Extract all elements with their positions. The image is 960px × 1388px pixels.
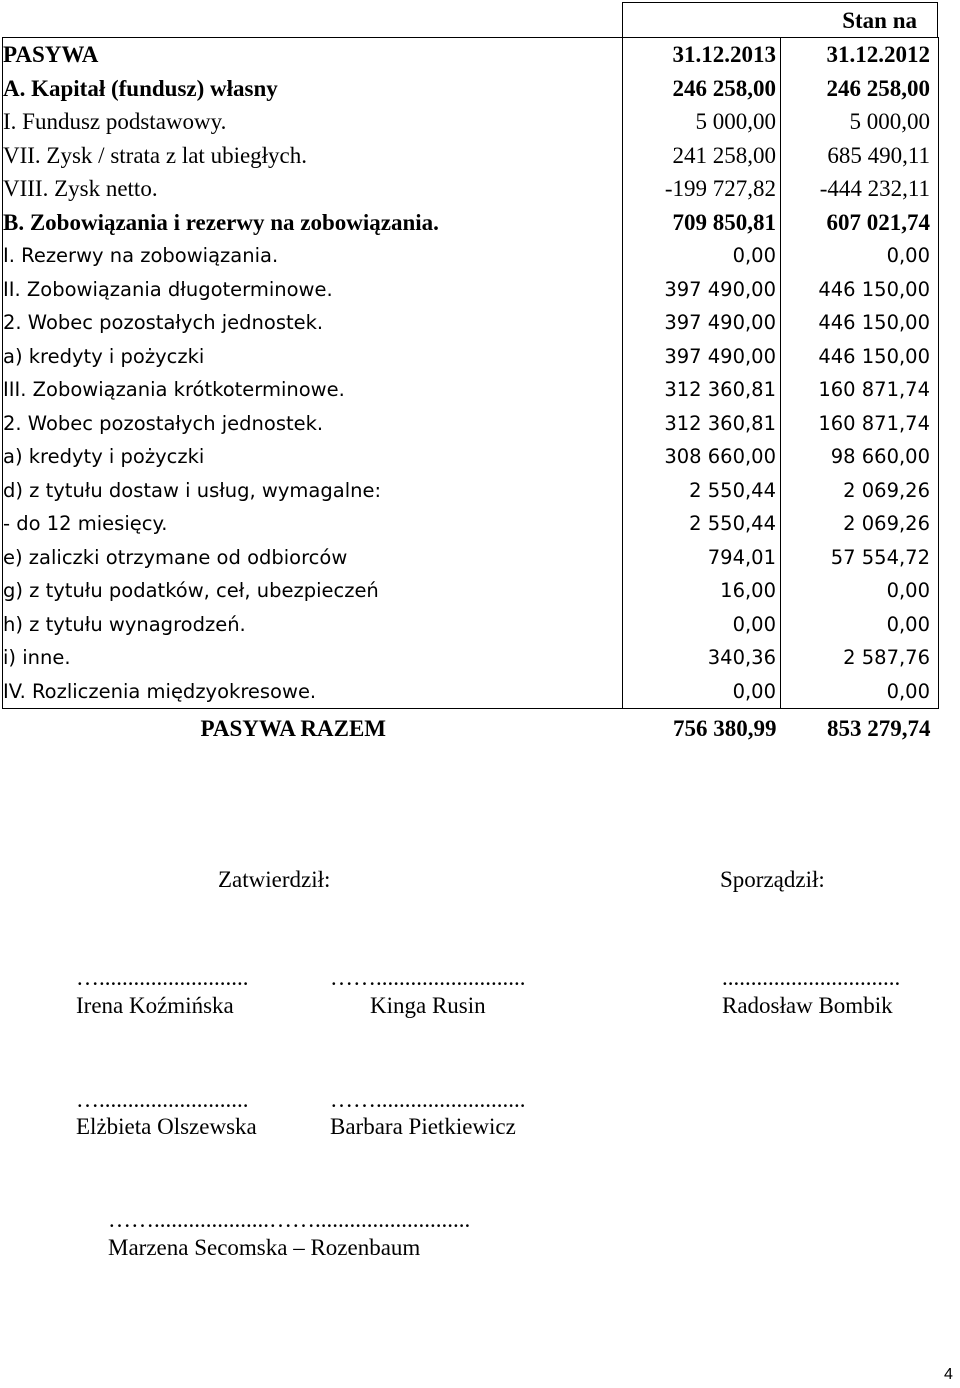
- row-value-2012: 446 150,00: [781, 306, 939, 340]
- row-label: I. Rezerwy na zobowiązania.: [3, 239, 623, 273]
- table-row: [3, 239, 939, 273]
- date-col-2: 31.12.2012: [781, 38, 939, 72]
- row-label: 2. Wobec pozostałych jednostek.: [3, 306, 623, 340]
- table-row: [3, 172, 939, 206]
- table-row: [3, 340, 939, 374]
- row-value-2013: 16,00: [623, 574, 781, 608]
- row-label: d) z tytułu dostaw i usług, wymagalne:: [3, 474, 623, 508]
- row-label: II. Zobowiązania długoterminowe.: [3, 273, 623, 307]
- row-value-2012: 607 021,74: [781, 206, 939, 240]
- header-row: [3, 38, 939, 72]
- stan-na-header: [622, 2, 938, 38]
- row-label: III. Zobowiązania krótkoterminowe.: [3, 373, 623, 407]
- total-label: PASYWA RAZEM: [200, 715, 387, 741]
- table-row: [3, 72, 939, 106]
- table-row: [3, 574, 939, 608]
- row-label: g) z tytułu podatków, ceł, ubezpieczeń: [3, 574, 623, 608]
- row-value-2012: 2 069,26: [781, 507, 939, 541]
- row-label: I. Fundusz podstawowy.: [3, 105, 623, 139]
- table-title: PASYWA: [3, 38, 623, 72]
- row-value-2012: 98 660,00: [781, 440, 939, 474]
- table-row: [3, 206, 939, 240]
- total-row: [3, 709, 939, 748]
- row-value-2013: 0,00: [623, 239, 781, 273]
- row-value-2012: 57 554,72: [781, 541, 939, 575]
- row-value-2013: 709 850,81: [623, 206, 781, 240]
- row-value-2013: 2 550,44: [623, 474, 781, 508]
- table-row: [3, 306, 939, 340]
- row-value-2012: 446 150,00: [781, 273, 939, 307]
- signature-line: ...............................: [722, 965, 901, 990]
- liabilities-table: [2, 37, 939, 747]
- signature-line: …..........................: [76, 965, 249, 990]
- row-value-2013: 2 550,44: [623, 507, 781, 541]
- row-value-2012: 246 258,00: [781, 72, 939, 106]
- table-row: [3, 407, 939, 441]
- row-value-2012: -444 232,11: [781, 172, 939, 206]
- row-value-2013: 308 660,00: [623, 440, 781, 474]
- table-row: [3, 440, 939, 474]
- date-col-1: 31.12.2013: [623, 38, 781, 72]
- row-value-2012: 2 069,26: [781, 474, 939, 508]
- row-value-2013: 0,00: [623, 608, 781, 642]
- approved-label: Zatwierdził:: [218, 867, 331, 892]
- table-row: [3, 675, 939, 709]
- signature-line: ……..........................: [330, 965, 526, 990]
- row-value-2013: 246 258,00: [623, 72, 781, 106]
- row-label: h) z tytułu wynagrodzeń.: [3, 608, 623, 642]
- signatory-name: Irena Koźmińska: [76, 993, 234, 1018]
- row-label: 2. Wobec pozostałych jednostek.: [3, 407, 623, 441]
- signatory-name: Radosław Bombik: [722, 993, 893, 1018]
- table-row: [3, 273, 939, 307]
- row-label: i) inne.: [3, 641, 623, 675]
- row-value-2012: 0,00: [781, 239, 939, 273]
- row-label: a) kredyty i pożyczki: [3, 440, 623, 474]
- row-value-2013: 794,01: [623, 541, 781, 575]
- row-value-2013: 241 258,00: [623, 139, 781, 173]
- table-row: [3, 373, 939, 407]
- row-label: - do 12 miesięcy.: [3, 507, 623, 541]
- row-value-2013: 312 360,81: [623, 373, 781, 407]
- page-number: 4: [944, 1366, 953, 1383]
- table-row: [3, 139, 939, 173]
- row-value-2013: -199 727,82: [623, 172, 781, 206]
- signature-line: …..........................: [76, 1087, 249, 1112]
- stan-na-label: Stan na: [842, 8, 917, 33]
- table-row: [3, 641, 939, 675]
- row-value-2012: 2 587,76: [781, 641, 939, 675]
- row-value-2013: 397 490,00: [623, 273, 781, 307]
- row-value-2012: 5 000,00: [781, 105, 939, 139]
- row-label: A. Kapitał (fundusz) własny: [3, 72, 623, 106]
- row-label: IV. Rozliczenia międzyokresowe.: [3, 675, 623, 709]
- signature-line: ……..........................: [330, 1087, 526, 1112]
- row-value-2013: 397 490,00: [623, 306, 781, 340]
- table-row: [3, 541, 939, 575]
- prepared-label: Sporządził:: [720, 867, 825, 892]
- total-value-2013: 756 380,99: [673, 715, 777, 741]
- table-row: [3, 474, 939, 508]
- row-value-2013: 340,36: [623, 641, 781, 675]
- row-value-2013: 397 490,00: [623, 340, 781, 374]
- table-row: [3, 507, 939, 541]
- table-row: [3, 105, 939, 139]
- signatory-name: Elżbieta Olszewska: [76, 1114, 257, 1139]
- table-row: [3, 608, 939, 642]
- row-label: VII. Zysk / strata z lat ubiegłych.: [3, 139, 623, 173]
- row-value-2012: 160 871,74: [781, 407, 939, 441]
- row-value-2013: 0,00: [623, 675, 781, 709]
- row-value-2012: 0,00: [781, 574, 939, 608]
- row-label: B. Zobowiązania i rezerwy na zobowiązania.: [3, 206, 623, 240]
- signatory-name: Kinga Rusin: [370, 993, 486, 1018]
- signature-line: ……....................……...........................: [108, 1207, 471, 1232]
- row-label: e) zaliczki otrzymane od odbiorców: [3, 541, 623, 575]
- row-label: VIII. Zysk netto.: [3, 172, 623, 206]
- row-value-2012: 160 871,74: [781, 373, 939, 407]
- row-label: a) kredyty i pożyczki: [3, 340, 623, 374]
- row-value-2012: 446 150,00: [781, 340, 939, 374]
- row-value-2012: 0,00: [781, 608, 939, 642]
- signatory-name: Barbara Pietkiewicz: [330, 1114, 516, 1139]
- row-value-2013: 312 360,81: [623, 407, 781, 441]
- row-value-2013: 5 000,00: [623, 105, 781, 139]
- signatory-name: Marzena Secomska – Rozenbaum: [108, 1235, 421, 1260]
- row-value-2012: 0,00: [781, 675, 939, 709]
- row-value-2012: 685 490,11: [781, 139, 939, 173]
- total-value-2012: 853 279,74: [827, 715, 931, 741]
